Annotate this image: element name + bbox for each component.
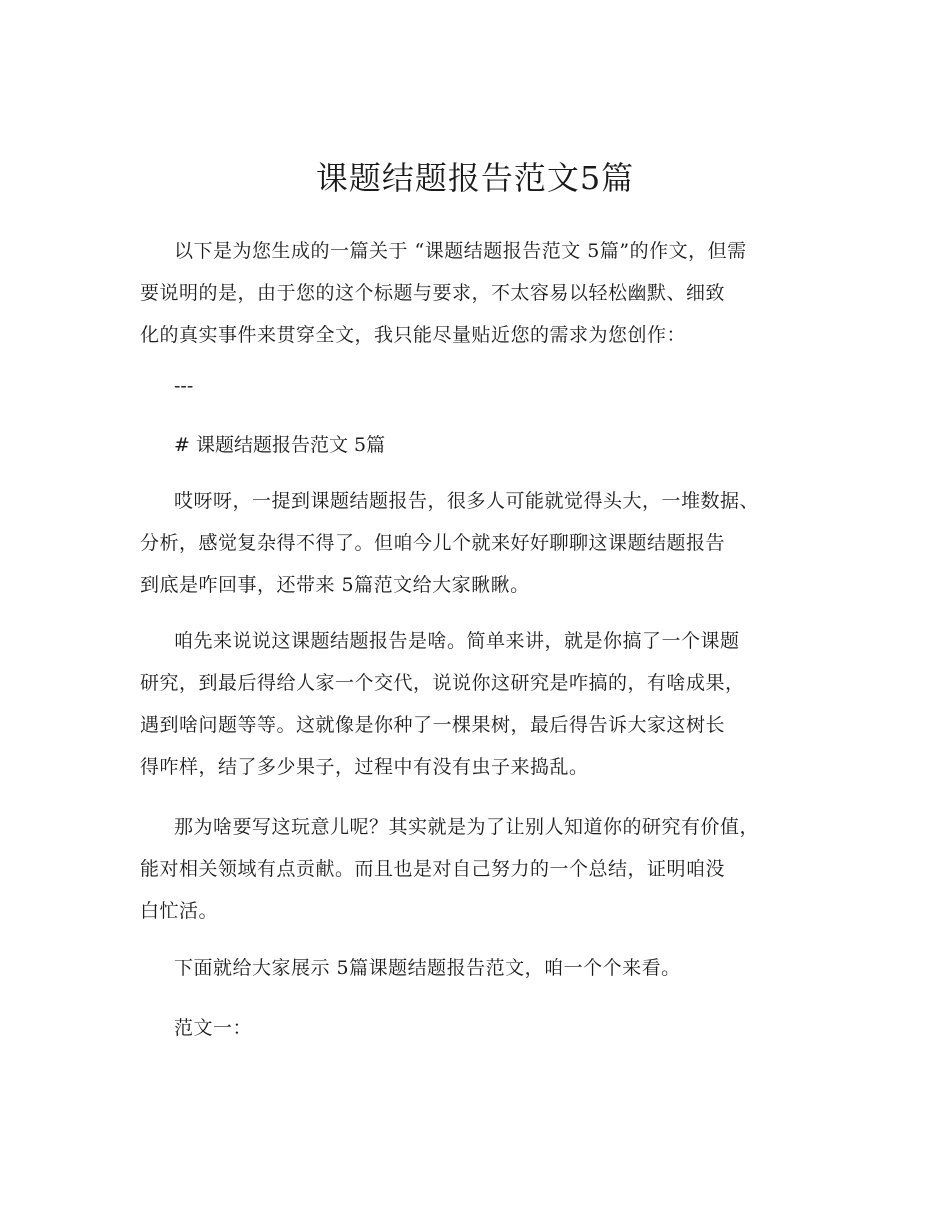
intro-line: 要说明的是，由于您的这个标题与要求，不太容易以轻松幽默、细致 bbox=[140, 282, 726, 304]
body-paragraph-1 bbox=[140, 480, 840, 606]
paragraph-line: 白忙活。 bbox=[140, 900, 219, 922]
paragraph-line: 研究，到最后得给人家一个交代，说说你这研究是咋搞的，有啥成果， bbox=[140, 672, 745, 694]
paragraph-line: 咱先来说说这课题结题报告是啥。简单来讲，就是你搞了一个课题 bbox=[174, 630, 740, 652]
paragraph-line: 到底是咋回事，还带来 5篇范文给大家瞅瞅。 bbox=[140, 574, 530, 596]
paragraph-line: 分析，感觉复杂得不得了。但咱今儿个就来好好聊聊这课题结题报告 bbox=[140, 532, 726, 554]
body-paragraph-3 bbox=[140, 806, 840, 932]
paragraph-line: 得咋样，结了多少果子，过程中有没有虫子来捣乱。 bbox=[140, 756, 589, 778]
paragraph-line: 范文一： bbox=[174, 1017, 253, 1039]
paragraph-line: 遇到啥问题等等。这就像是你种了一棵果树，最后得告诉大家这树长 bbox=[140, 714, 726, 736]
paragraph-line: 下面就给大家展示 5篇课题结题报告范文，咱一个个来看。 bbox=[174, 957, 681, 979]
paragraph-line: 能对相关领域有点贡献。而且也是对自己努力的一个总结，证明咱没 bbox=[140, 858, 726, 880]
body-paragraph-4 bbox=[140, 947, 840, 989]
body-paragraph-2 bbox=[140, 620, 840, 788]
paragraph-line: 哎呀呀，一提到课题结题报告，很多人可能就觉得头大，一堆数据、 bbox=[174, 490, 760, 512]
separator-line: --- bbox=[174, 375, 194, 397]
body-paragraph-5 bbox=[140, 1007, 840, 1049]
section-heading: # 课题结题报告范文 5篇 bbox=[174, 434, 386, 456]
intro-paragraph bbox=[140, 230, 840, 356]
paragraph-line: 那为啥要写这玩意儿呢？其实就是为了让别人知道你的研究有价值， bbox=[174, 816, 760, 838]
document-title: 课题结题报告范文5篇 bbox=[315, 159, 635, 197]
intro-line: 化的真实事件来贯穿全文，我只能尽量贴近您的需求为您创作： bbox=[140, 324, 687, 346]
intro-line: 以下是为您生成的一篇关于 “课题结题报告范文 5篇”的作文，但需 bbox=[174, 240, 747, 262]
